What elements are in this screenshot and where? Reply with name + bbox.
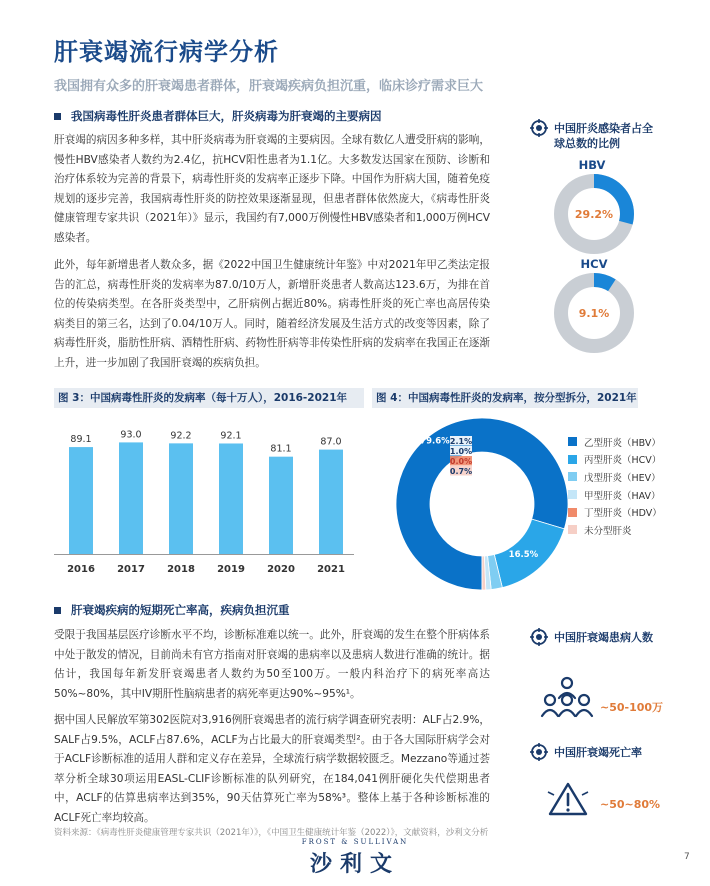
bar-2019	[219, 443, 243, 554]
bar-value-label: 87.0	[320, 436, 342, 448]
bar-2017	[119, 442, 143, 554]
warning-icon	[546, 780, 590, 818]
legend-item	[568, 451, 662, 469]
brand-logo: 沙利文	[309, 852, 400, 877]
mortality-stat: ~50~80%	[600, 798, 661, 811]
page-subtitle: 我国拥有众多的肝衰竭患者群体，肝衰竭疾病负担沉重，临床诊疗需求巨大	[54, 79, 484, 94]
sidebar2-patients-heading: 中国肝衰竭患病人数	[530, 630, 680, 646]
page-number: 7	[684, 852, 690, 862]
bar-value-label: 89.1	[70, 434, 92, 446]
x-tick-label: 2018	[167, 564, 195, 575]
people-group-icon	[540, 676, 594, 720]
legend-label: 戊型肝炎（HEV）	[584, 472, 661, 484]
target-icon	[530, 628, 548, 646]
section1-paragraph-1: 肝衰竭的病因多种多样，其中肝炎病毒为肝衰竭的主要病因。全球有数亿人遭受肝病的影响，慢性HBV感染者人数约为2.4亿，抗HCV阳性患者为1.1亿。大多数发达国家在预防、诊断和治疗体系较为完善的背景下，病毒性肝炎的发病率正逐步下降。中国作为肝病大国，随着免疫规划的逐步完善，我国病毒性肝炎的防控效果逐渐显现，但患者群体依然庞大，《病毒性肝炎健康管理专家共识（2021年）》显示，我国约有7,000万例慢性HBV感染者和1,000万例HCV感染者。	[54, 134, 490, 244]
hcv-value: 9.1%	[578, 307, 610, 320]
section2-paragraph-2: 据中国人民解放军第302医院对3,916例肝衰竭患者的流行病学调查研究表明：ALF占2.9%，SALF占9.5%，ACLF占87.6%，ACLF为占比最大的肝衰竭类型²。由于各大国际肝病学会对于ACLF诊断标准的适用人群和定义存在差异，全球流行病学数据较匮乏。Mezzano等通过荟萃分析全球30项运用EASL-CLIF诊断标准的队列研究，在184,041例肝硬化失代偿期患者中，ACLF的估算患病率达到35%，90天估算死亡率为58%³。整体上基于各种诊断标准的ACLF死亡率均较高。	[54, 714, 490, 824]
bullet-square-icon	[54, 113, 61, 120]
slice-value-label: 79.6%	[420, 436, 450, 447]
legend-label: 甲型肝炎（HAV）	[584, 490, 661, 502]
source-note: 资料来源：《病毒性肝炎健康管理专家共识（2021年）》，《中国卫生健康统计年鉴（2022）》，文献资料，沙利文分析	[54, 828, 489, 838]
slice-value-label: 2.1%	[449, 437, 473, 446]
figure4-title: 图 4：中国病毒性肝炎的发病率，按分型拆分，2021年	[372, 388, 638, 408]
slice-value-label: 16.5%	[508, 550, 539, 561]
x-tick-label: 2019	[217, 564, 245, 575]
x-tick-label: 2016	[67, 564, 95, 575]
legend-label: 乙型肝炎（HBV）	[584, 437, 661, 449]
legend-swatch	[568, 472, 577, 481]
legend-label: 丙型肝炎（HCV）	[584, 455, 662, 467]
patients-stat: ~50-100万	[600, 701, 664, 714]
legend-item	[568, 503, 662, 521]
section2-paragraph-1: 受限于我国基层医疗诊断水平不均，诊断标准难以统一。此外，肝衰竭的发生在整个肝病体系中处于散发的情况，目前尚未有官方指南对肝衰竭的患病率以及患病人数进行准确的统计。据估计，我国每年新发肝衰竭患者人数约为50至100万。一般内科治疗下的病死率高达50%~80%，其中IV期肝性脑病患者的病死率更达90%~95%¹。	[54, 629, 490, 700]
legend-label: 未分型肝炎	[584, 525, 632, 537]
hbv-donut-chart	[552, 172, 636, 256]
figure3-bar-chart	[54, 412, 354, 580]
legend-label: 丁型肝炎（HDV）	[584, 508, 662, 520]
section1-paragraph-2: 此外，每年新增患者人数众多，据《2022中国卫生健康统计年鉴》中对2021年甲乙类法定报告的汇总，病毒性肝炎的发病率为87.0/10万人，新增肝炎患者人数高达123.6万，为排在首位的传染病类型。在各肝炎类型中，乙肝病例占据近80%。病毒性肝炎的死亡率也高居传染病类目的第三名，达到了0.04/10万人。同时，随着经济发展及生活方式的改变等因素，除了病毒性肝炎，脂肪性肝病、酒精性肝病、药物性肝病等非传染性肝病的发病率在我国正在逐渐上升，进一步加剧了我国肝衰竭的疾病负担。	[54, 259, 490, 369]
x-tick-label: 2020	[267, 564, 295, 575]
hcv-label: HCV	[580, 257, 608, 271]
legend-swatch	[568, 525, 577, 534]
x-tick-label: 2021	[317, 564, 345, 575]
bar-2016	[69, 447, 93, 554]
bar-2020	[269, 457, 293, 554]
bar-value-label: 93.0	[120, 429, 142, 441]
legend-item	[568, 486, 662, 504]
section1-heading-text: 我国病毒性肝炎患者群体巨大，肝炎病毒为肝衰竭的主要病因	[71, 109, 382, 123]
target-icon	[530, 119, 548, 137]
bar-value-label: 81.1	[270, 443, 292, 455]
legend-swatch	[568, 437, 577, 446]
slice-value-label: 1.0%	[449, 447, 473, 456]
sidebar2-mortality-heading: 中国肝衰竭死亡率	[530, 745, 680, 761]
legend-swatch	[568, 490, 577, 499]
slice-value-label: 0.0%	[449, 457, 473, 466]
legend-item	[568, 521, 662, 539]
section2-heading	[54, 602, 290, 618]
x-tick-label: 2017	[117, 564, 145, 575]
legend-item	[568, 433, 662, 451]
hbv-value: 29.2%	[574, 208, 614, 221]
bar-value-label: 92.1	[220, 430, 242, 442]
section2-heading-text: 肝衰竭疾病的短期死亡率高，疾病负担沉重	[71, 603, 290, 617]
bar-2018	[169, 443, 193, 554]
figure3-title: 图 3：中国病毒性肝炎的发病率（每十万人），2016-2021年	[54, 388, 364, 408]
bar-2021	[319, 450, 343, 554]
figure4-legend	[568, 433, 662, 539]
hcv-donut-chart	[552, 271, 636, 355]
bar-value-label: 92.2	[170, 430, 192, 442]
legend-swatch	[568, 508, 577, 517]
hbv-label: HBV	[578, 158, 606, 172]
slice-value-label: 0.7%	[449, 467, 473, 476]
target-icon	[530, 743, 548, 761]
figure4-donut-chart	[392, 414, 572, 594]
legend-swatch	[568, 455, 577, 464]
section1-heading	[54, 108, 382, 124]
sidebar1-heading: 中国肝炎感染者占全球总数的比例	[530, 121, 660, 151]
legend-item	[568, 468, 662, 486]
brand-logo-top: FROST & SULLIVAN	[301, 838, 409, 846]
page-title: 肝衰竭流行病学分析	[54, 38, 279, 66]
bullet-square-icon	[54, 607, 61, 614]
